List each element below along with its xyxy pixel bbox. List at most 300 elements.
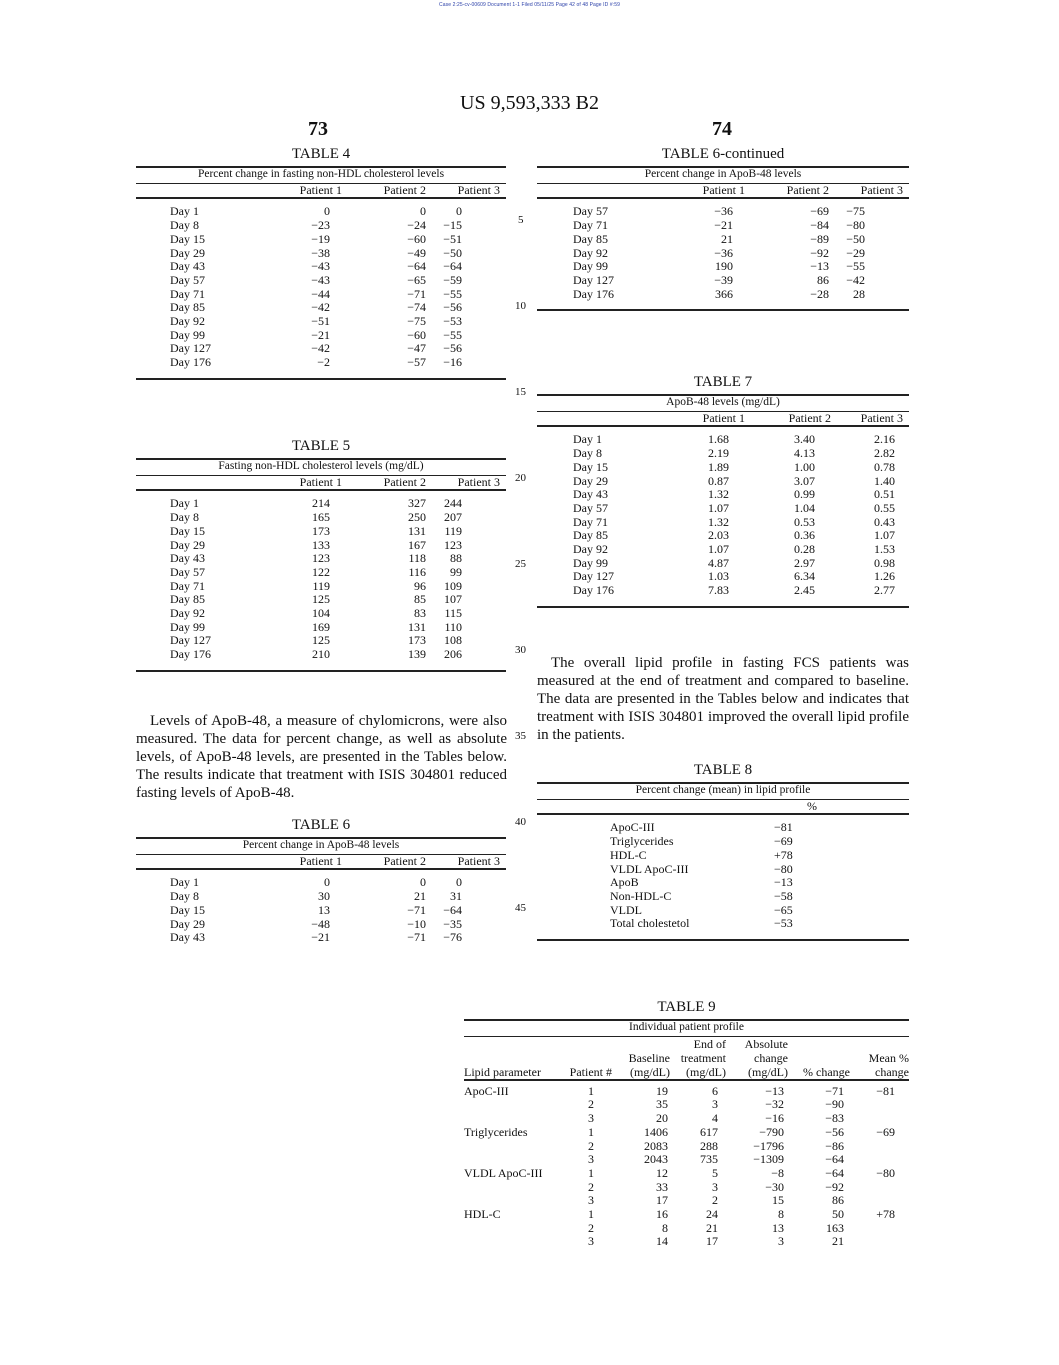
table5-caption: Fasting non-HDL cholesterol levels (mg/dL) xyxy=(136,460,506,476)
table-row xyxy=(537,461,909,475)
table9-col-header: Lipid parameter xyxy=(464,1064,541,1079)
cell-value: 21 xyxy=(706,1220,718,1235)
cell-value: −55 xyxy=(443,327,462,342)
row-indent xyxy=(537,821,610,835)
row-indent xyxy=(537,219,573,233)
row-indent xyxy=(537,917,610,931)
cell-value: −53 xyxy=(774,916,793,931)
cell-value: −65 xyxy=(774,902,793,917)
cell-value: −36 xyxy=(714,245,733,260)
cell-value: −30 xyxy=(765,1179,784,1194)
cell-value: 83 xyxy=(414,606,426,621)
row-indent xyxy=(136,634,170,648)
cell-value: 131 xyxy=(408,523,426,538)
row-indent xyxy=(136,539,170,553)
cell-value: 2 xyxy=(712,1193,718,1208)
body-paragraph-lipid-profile: The overall lipid profile in fasting FCS patients was measured at the end of treatment and compared to baseline. The data are presented in the Tables below and indicates that treatment with ISIS 304801 improved the overall lipid profile in the patients. xyxy=(537,655,909,743)
cell-value: 1.40 xyxy=(874,473,895,488)
row-label: Day 176 xyxy=(170,355,211,370)
table-row xyxy=(537,557,909,571)
table-row xyxy=(464,1126,909,1140)
row-label: VLDL ApoC-III xyxy=(464,1165,543,1180)
cell-value: 165 xyxy=(312,510,330,525)
row-indent xyxy=(537,475,573,489)
cell-value: −1796 xyxy=(753,1138,784,1153)
table-row xyxy=(537,502,909,516)
row-indent xyxy=(537,543,573,557)
table-row xyxy=(136,247,506,261)
row-label: Day 57 xyxy=(573,204,608,219)
table-row xyxy=(537,274,909,288)
table-row xyxy=(537,288,909,302)
row-indent xyxy=(537,260,573,274)
row-indent xyxy=(136,205,170,219)
table-row xyxy=(136,205,506,219)
table6-title: TABLE 6 xyxy=(291,817,351,833)
table-row xyxy=(537,849,909,863)
row-label: Day 29 xyxy=(170,916,205,931)
table-row xyxy=(136,918,506,932)
cell-value: −86 xyxy=(825,1138,844,1153)
cell-value: 110 xyxy=(444,619,462,634)
cell-value: −35 xyxy=(443,916,462,931)
cell-value: −21 xyxy=(311,327,330,342)
cell-patient: 3 xyxy=(588,1152,594,1167)
row-label: Day 85 xyxy=(573,231,608,246)
cell-value: 125 xyxy=(312,592,330,607)
cell-value xyxy=(850,1112,909,1126)
table6c-title: TABLE 6-continued xyxy=(661,146,785,162)
table-row xyxy=(136,497,506,511)
row-label: Day 71 xyxy=(573,218,608,233)
row-indent xyxy=(136,497,170,511)
cell-value xyxy=(850,1098,909,1112)
row-label: Total cholestetol xyxy=(610,916,690,931)
cell-value: 119 xyxy=(444,523,462,538)
cell-value: −28 xyxy=(810,286,829,301)
cell-value: 0 xyxy=(456,204,462,219)
table8-grid xyxy=(537,782,909,941)
line-number: 35 xyxy=(515,730,526,742)
table9-caption: Individual patient profile xyxy=(464,1021,909,1037)
cell-value: 1.68 xyxy=(708,432,729,447)
line-number: 25 xyxy=(515,558,526,570)
cell-value: 2.82 xyxy=(874,446,895,461)
cell-value: −81 xyxy=(774,820,793,835)
table7-grid xyxy=(537,394,909,608)
row-indent xyxy=(537,447,573,461)
row-label xyxy=(464,1181,564,1195)
page-number-left: 73 xyxy=(308,118,328,140)
table6c-caption: Percent change in ApoB-48 levels xyxy=(537,168,909,184)
line-number: 40 xyxy=(515,816,526,828)
row-label: Day 92 xyxy=(573,542,608,557)
cell-value: 1.89 xyxy=(708,459,729,474)
cell-value: −57 xyxy=(407,355,426,370)
row-label: Day 29 xyxy=(170,245,205,260)
table4-col-header: Patient 3 xyxy=(457,182,500,197)
cell-value: 173 xyxy=(408,633,426,648)
line-number: 10 xyxy=(515,300,526,312)
cell-value: 6 xyxy=(712,1083,718,1098)
cell-value: 88 xyxy=(450,551,462,566)
cell-value: 163 xyxy=(826,1220,844,1235)
row-indent xyxy=(136,566,170,580)
row-label: HDL-C xyxy=(464,1207,501,1222)
cell-value: −10 xyxy=(407,916,426,931)
cell-value: 3.40 xyxy=(794,432,815,447)
row-indent xyxy=(136,876,170,890)
cell-value: −71 xyxy=(407,286,426,301)
table6-col-header: Patient 1 xyxy=(299,853,342,868)
cell-value: 86 xyxy=(817,272,829,287)
row-indent xyxy=(136,621,170,635)
cell-value: −13 xyxy=(810,259,829,274)
table5-col-header: Patient 1 xyxy=(299,474,342,489)
row-label xyxy=(464,1140,564,1154)
row-indent xyxy=(136,356,170,370)
table6c-col-header: Patient 3 xyxy=(860,182,903,197)
cell-value: 13 xyxy=(772,1220,784,1235)
cell-value: −36 xyxy=(714,204,733,219)
cell-value: −81 xyxy=(876,1083,895,1098)
row-label: Day 176 xyxy=(170,647,211,662)
cell-value: −55 xyxy=(443,286,462,301)
row-indent xyxy=(537,205,573,219)
row-indent xyxy=(537,488,573,502)
cell-value: 35 xyxy=(656,1097,668,1112)
cell-value: 2.45 xyxy=(794,583,815,598)
cell-value: 4.87 xyxy=(708,555,729,570)
row-label xyxy=(464,1222,564,1236)
cell-value: 115 xyxy=(444,606,462,621)
row-label: Day 85 xyxy=(573,528,608,543)
row-label xyxy=(464,1112,564,1126)
line-number: 30 xyxy=(515,644,526,656)
cell-value: 244 xyxy=(444,496,462,511)
row-indent xyxy=(136,288,170,302)
cell-patient: 3 xyxy=(588,1111,594,1126)
patent-number: US 9,593,333 B2 xyxy=(460,92,599,114)
row-label: Day 1 xyxy=(170,875,199,890)
table-row xyxy=(537,821,909,835)
row-indent xyxy=(136,931,170,945)
cell-value: 7.83 xyxy=(708,583,729,598)
cell-value: 0 xyxy=(324,204,330,219)
cell-value: 99 xyxy=(450,564,462,579)
cell-value: −64 xyxy=(825,1165,844,1180)
row-indent xyxy=(136,260,170,274)
cell-value: 1406 xyxy=(644,1124,668,1139)
table9-grid xyxy=(464,1019,909,1249)
cell-value: −55 xyxy=(846,259,865,274)
cell-value: 207 xyxy=(444,510,462,525)
row-label: VLDL ApoC-III xyxy=(610,861,689,876)
row-indent xyxy=(537,835,610,849)
table-row xyxy=(136,260,506,274)
row-label: Day 8 xyxy=(170,889,199,904)
cell-value: −56 xyxy=(443,341,462,356)
row-label: Day 127 xyxy=(573,272,614,287)
row-label: Day 127 xyxy=(573,569,614,584)
cell-value: −47 xyxy=(407,341,426,356)
cell-value: −80 xyxy=(876,1165,895,1180)
cell-value: 0.98 xyxy=(874,555,895,570)
row-indent xyxy=(537,890,610,904)
cell-value: −42 xyxy=(311,341,330,356)
row-indent xyxy=(136,315,170,329)
row-label: Day 8 xyxy=(170,510,199,525)
row-label: ApoB xyxy=(610,875,639,890)
cell-value: 28 xyxy=(853,286,865,301)
row-label: VLDL xyxy=(610,902,642,917)
table6-col-header: Patient 3 xyxy=(457,853,500,868)
row-label: Day 85 xyxy=(170,592,205,607)
table5-col-header: Patient 2 xyxy=(383,474,426,489)
table-row xyxy=(136,890,506,904)
row-label: Day 43 xyxy=(170,930,205,945)
row-spacer xyxy=(817,835,909,849)
cell-value: 0 xyxy=(420,875,426,890)
row-indent xyxy=(136,607,170,621)
cell-patient: 1 xyxy=(588,1083,594,1098)
table7-col-header: Patient 1 xyxy=(702,410,745,425)
row-label: Day 1 xyxy=(170,204,199,219)
row-indent xyxy=(537,516,573,530)
table-row xyxy=(136,593,506,607)
table-row xyxy=(136,539,506,553)
row-label: Day 99 xyxy=(170,327,205,342)
table-row xyxy=(464,1140,909,1154)
table-row xyxy=(464,1098,909,1112)
cell-value: 8 xyxy=(778,1207,784,1222)
cell-value: −74 xyxy=(407,300,426,315)
table4-title: TABLE 4 xyxy=(291,146,351,162)
cell-value: −1309 xyxy=(753,1152,784,1167)
cell-value: −60 xyxy=(407,231,426,246)
cell-value: −48 xyxy=(311,916,330,931)
cell-value: 617 xyxy=(700,1124,718,1139)
table-row xyxy=(464,1181,909,1195)
table-row xyxy=(136,876,506,890)
cell-value: 24 xyxy=(706,1207,718,1222)
row-label: Day 99 xyxy=(170,619,205,634)
cell-value: 2.77 xyxy=(874,583,895,598)
cell-value: 1.07 xyxy=(874,528,895,543)
row-indent xyxy=(537,461,573,475)
row-label: Day 15 xyxy=(170,902,205,917)
cell-value: 288 xyxy=(700,1138,718,1153)
cell-value: 3 xyxy=(712,1179,718,1194)
table-row xyxy=(537,835,909,849)
row-label: Triglycerides xyxy=(610,834,674,849)
cell-value: −84 xyxy=(810,218,829,233)
cell-value: 96 xyxy=(414,578,426,593)
cell-value: 21 xyxy=(832,1234,844,1249)
cell-value: −69 xyxy=(810,204,829,219)
cell-value: −75 xyxy=(846,204,865,219)
row-label: Day 15 xyxy=(170,231,205,246)
table-row xyxy=(136,621,506,635)
cell-value: 2.16 xyxy=(874,432,895,447)
row-spacer xyxy=(817,863,909,877)
cell-value: −92 xyxy=(825,1179,844,1194)
cell-value: −56 xyxy=(825,1124,844,1139)
table-row xyxy=(136,566,506,580)
cell-patient: 3 xyxy=(588,1193,594,1208)
table-row xyxy=(136,525,506,539)
cell-value: −50 xyxy=(443,245,462,260)
row-indent xyxy=(136,301,170,315)
row-label xyxy=(464,1235,564,1249)
table5-title: TABLE 5 xyxy=(291,438,351,454)
row-indent xyxy=(136,247,170,261)
cell-value xyxy=(850,1235,909,1249)
cell-value: 0.55 xyxy=(874,500,895,515)
row-label: Day 176 xyxy=(573,286,614,301)
cell-value: 2043 xyxy=(644,1152,668,1167)
table-row xyxy=(464,1208,909,1222)
table-row xyxy=(464,1222,909,1236)
table-row xyxy=(136,233,506,247)
table6c-col-header: Patient 2 xyxy=(786,182,829,197)
cell-value: 1.26 xyxy=(874,569,895,584)
cell-value: −71 xyxy=(825,1083,844,1098)
cell-value: −32 xyxy=(765,1097,784,1112)
cell-value: 3 xyxy=(712,1097,718,1112)
row-indent xyxy=(136,918,170,932)
cell-value: 139 xyxy=(408,647,426,662)
cell-value: 15 xyxy=(772,1193,784,1208)
table-row xyxy=(136,648,506,662)
row-indent xyxy=(136,890,170,904)
row-indent xyxy=(537,274,573,288)
table-row xyxy=(136,580,506,594)
cell-value: 0.78 xyxy=(874,459,895,474)
row-label xyxy=(464,1098,564,1112)
table-row xyxy=(537,247,909,261)
cell-value: −64 xyxy=(407,259,426,274)
row-indent xyxy=(537,288,573,302)
cell-patient: 1 xyxy=(588,1207,594,1222)
table4 xyxy=(136,166,506,380)
cell-value: −64 xyxy=(443,902,462,917)
row-indent xyxy=(537,849,610,863)
cell-value: 30 xyxy=(318,889,330,904)
cell-value: 1.53 xyxy=(874,542,895,557)
cell-value: 167 xyxy=(408,537,426,552)
table9-col-header: Mean % change xyxy=(868,1050,909,1079)
cell-value: −13 xyxy=(765,1083,784,1098)
row-indent xyxy=(136,329,170,343)
cell-value: 190 xyxy=(715,259,733,274)
table-row xyxy=(537,233,909,247)
line-number: 20 xyxy=(515,472,526,484)
cell-value: 0.99 xyxy=(794,487,815,502)
cell-value: −83 xyxy=(825,1111,844,1126)
line-number: 5 xyxy=(518,214,524,226)
cell-value: 1.00 xyxy=(794,459,815,474)
row-label: Non-HDL-C xyxy=(610,888,672,903)
cell-value: −21 xyxy=(714,218,733,233)
row-label: Day 57 xyxy=(170,272,205,287)
row-label: Day 8 xyxy=(573,446,602,461)
cell-value: 0.28 xyxy=(794,542,815,557)
row-label: Day 71 xyxy=(573,514,608,529)
cell-patient: 2 xyxy=(588,1097,594,1112)
cell-value: 20 xyxy=(656,1111,668,1126)
cell-value: −23 xyxy=(311,218,330,233)
row-label: Day 8 xyxy=(170,218,199,233)
cell-value: −89 xyxy=(810,231,829,246)
table9-col-header: Absolute change (mg/dL) xyxy=(744,1036,788,1079)
cell-value: 104 xyxy=(312,606,330,621)
cell-value: −49 xyxy=(407,245,426,260)
table5-col-header: Patient 3 xyxy=(457,474,500,489)
table-row xyxy=(136,315,506,329)
table8-col-header: % xyxy=(807,798,817,813)
cell-value: −71 xyxy=(407,902,426,917)
cell-value: 12 xyxy=(656,1165,668,1180)
row-indent xyxy=(537,529,573,543)
cell-value: −69 xyxy=(774,834,793,849)
table-row xyxy=(136,634,506,648)
row-indent xyxy=(136,219,170,233)
row-label: Day 57 xyxy=(170,564,205,579)
cell-value: −59 xyxy=(443,272,462,287)
cell-value xyxy=(850,1181,909,1195)
table-row xyxy=(464,1194,909,1208)
cell-value: −44 xyxy=(311,286,330,301)
row-label: Day 15 xyxy=(573,459,608,474)
table-row xyxy=(537,876,909,890)
row-spacer xyxy=(817,917,909,931)
cell-value: −29 xyxy=(846,245,865,260)
table-row xyxy=(537,260,909,274)
row-label: Day 92 xyxy=(170,606,205,621)
cell-value: 0 xyxy=(420,204,426,219)
cell-value: 123 xyxy=(444,537,462,552)
table-row xyxy=(136,552,506,566)
row-label: Day 29 xyxy=(170,537,205,552)
cell-value xyxy=(850,1194,909,1208)
cell-value: 1.03 xyxy=(708,569,729,584)
cell-value: 107 xyxy=(444,592,462,607)
cell-value: 19 xyxy=(656,1083,668,1098)
cell-value: −76 xyxy=(443,930,462,945)
table-row xyxy=(537,447,909,461)
cell-value: 21 xyxy=(721,231,733,246)
row-label: Day 57 xyxy=(573,500,608,515)
cell-value: 173 xyxy=(312,523,330,538)
table-row xyxy=(537,475,909,489)
cell-value: 21 xyxy=(414,889,426,904)
row-label: Day 85 xyxy=(170,300,205,315)
cell-value: 210 xyxy=(312,647,330,662)
cell-value: −56 xyxy=(443,300,462,315)
cell-value: 0 xyxy=(456,875,462,890)
row-indent xyxy=(537,433,573,447)
row-label: Day 99 xyxy=(573,259,608,274)
cell-value: −58 xyxy=(774,888,793,903)
row-label: Day 127 xyxy=(170,341,211,356)
table-row xyxy=(136,329,506,343)
cell-value: 17 xyxy=(656,1193,668,1208)
row-indent xyxy=(136,580,170,594)
cell-value: −51 xyxy=(311,314,330,329)
table6-col-header: Patient 2 xyxy=(383,853,426,868)
row-label: Day 43 xyxy=(170,259,205,274)
